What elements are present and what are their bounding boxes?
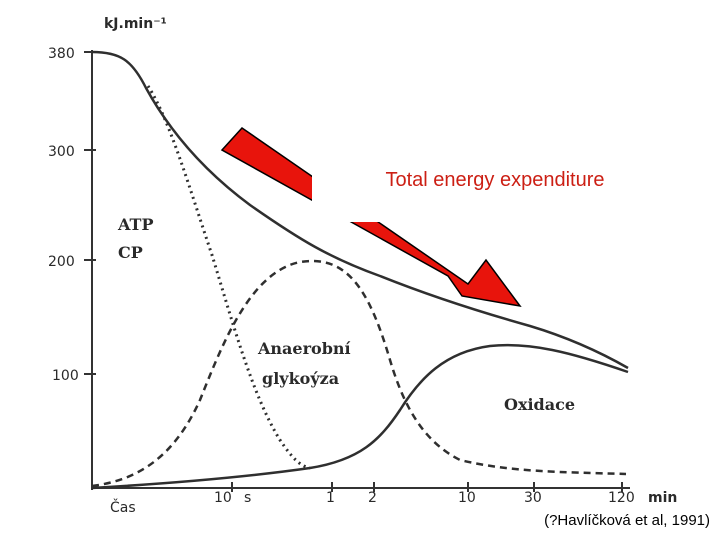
source-citation (470, 512, 710, 536)
x-axis-unit-label: min (648, 490, 678, 506)
callout-box (312, 138, 678, 222)
y-tick-label-300: 300 (48, 144, 75, 160)
y-axis-unit-label: kJ.min⁻¹ (104, 16, 167, 32)
label-atp: ATP (118, 215, 154, 234)
y-tick-label-100: 100 (52, 368, 79, 384)
label-cp: CP (118, 243, 143, 262)
x-tick-label-10: 10 (214, 490, 232, 506)
x-tick-label-2: 2 (368, 490, 377, 506)
x-tick-label-10min: 10 (458, 490, 476, 506)
label-oxidation: Oxidace (504, 395, 576, 414)
x-tick-label-cas: Čas (110, 500, 136, 516)
y-tick-label-200: 200 (48, 254, 75, 270)
callout-text: Total energy expenditure (385, 168, 605, 191)
x-tick-label-1: 1 (326, 490, 335, 506)
source-text: (?Havlíčková et al, 1991) (544, 512, 710, 529)
y-tick-label-380: 380 (48, 46, 75, 62)
x-tick-label-120: 120 (608, 490, 635, 506)
label-anaerobic-2: glykoýza (262, 369, 340, 388)
label-anaerobic-1: Anaerobní (258, 339, 351, 358)
x-tick-label-s: s (244, 490, 252, 506)
series-oxidation-line (92, 345, 628, 488)
x-tick-label-30: 30 (524, 490, 542, 506)
